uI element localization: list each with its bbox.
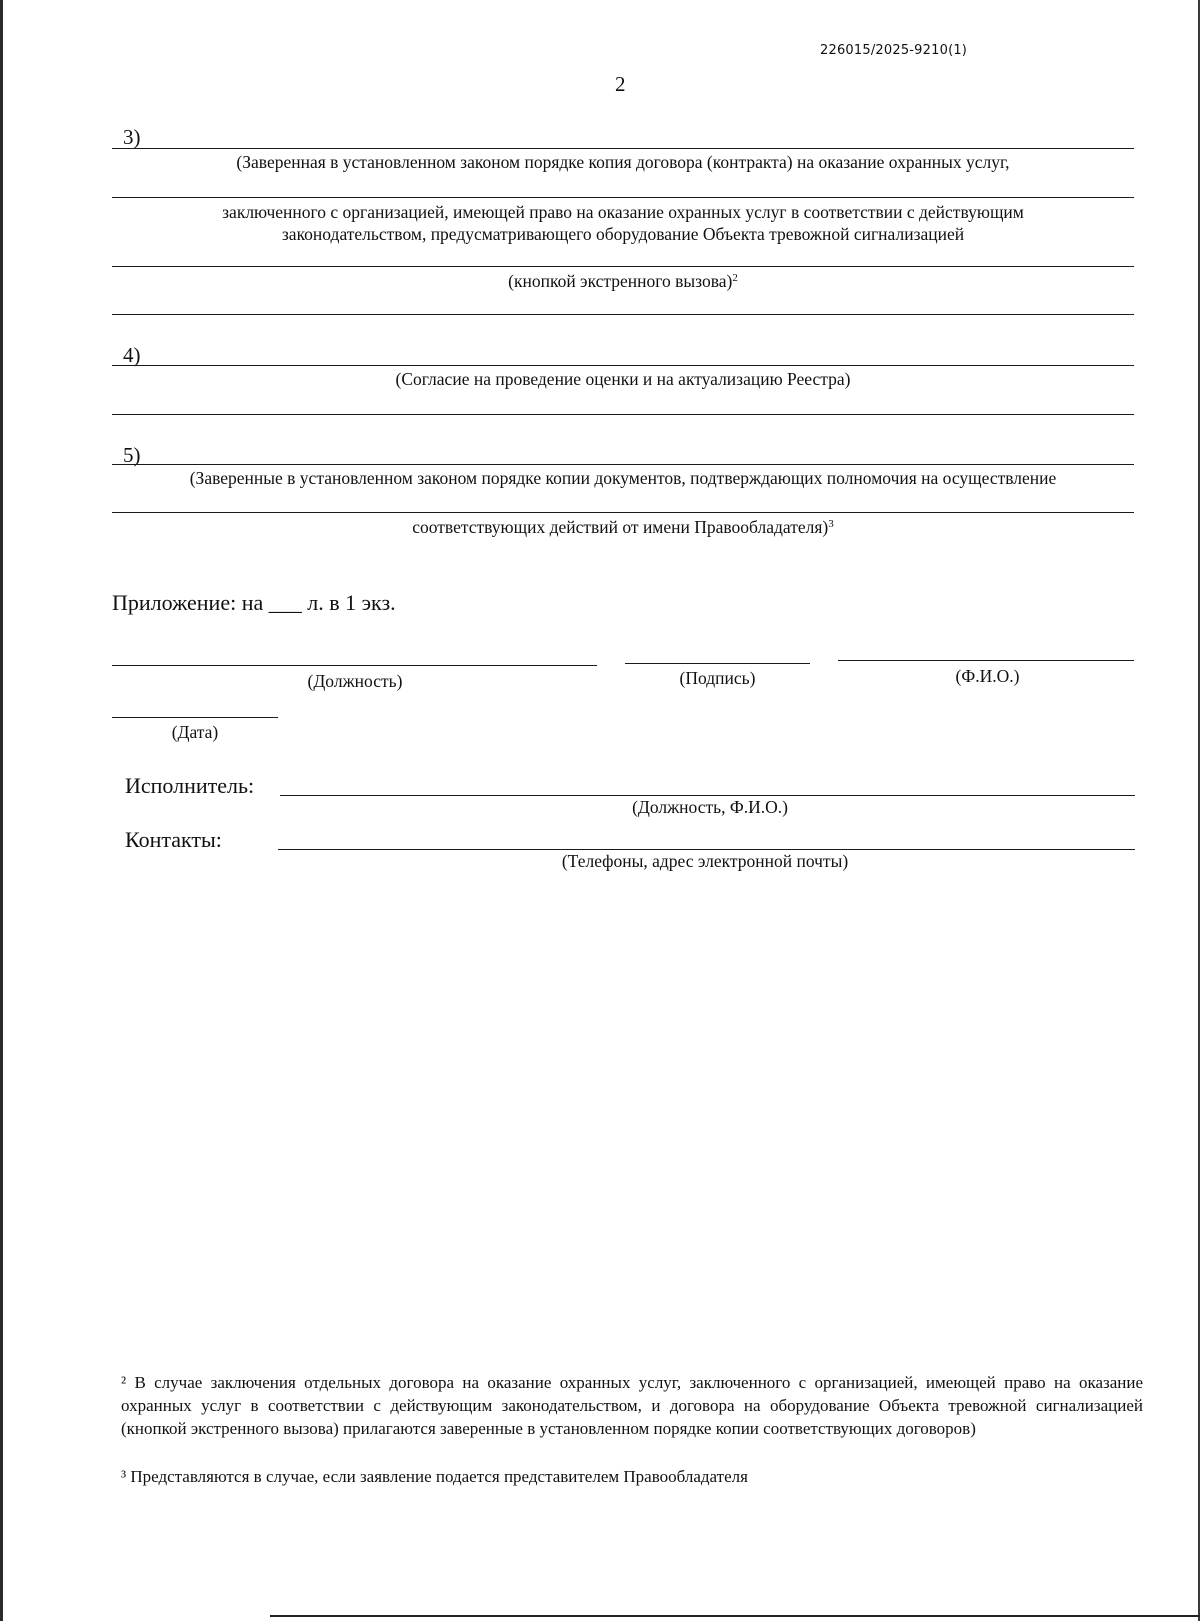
position-caption: (Должность) (307, 671, 403, 691)
item-3-line-4 (112, 314, 1134, 315)
footnote-2 (121, 1371, 1143, 1440)
footnote-ref-3: 3 (828, 518, 834, 530)
item-4-number: 4) (123, 343, 141, 367)
item-5-line-1 (112, 464, 1134, 465)
item-5-caption-2-text: соответствующих действий от имени Правообладателя) (412, 517, 829, 537)
executor-caption: (Должность, Ф.И.О.) (632, 797, 788, 817)
position-line (112, 665, 597, 666)
name-caption: (Ф.И.О.) (955, 666, 1020, 686)
contacts-line (278, 849, 1135, 850)
footnote-3 (121, 1465, 1143, 1488)
item-4-line-1 (112, 365, 1134, 366)
appendix-line (112, 590, 396, 616)
item-3-caption-1: (Заверенная в установленном законом порядке копия договора (контракта) на оказание охранных услуг, (236, 152, 1010, 172)
item-5-number: 5) (123, 443, 141, 467)
date-line (112, 717, 278, 718)
executor-label: Исполнитель: (125, 773, 255, 798)
footnote-3-mark: ³ (121, 1467, 127, 1486)
footnote-ref-2: 2 (732, 272, 738, 284)
item-3-caption-4 (112, 271, 1134, 292)
contacts-caption: (Телефоны, адрес электронной почты) (561, 851, 849, 871)
appendix-prefix: Приложение: на (112, 590, 264, 615)
item-5-caption-1: (Заверенные в установленном законом порядке копии документов, подтверждающих полномочия на осуществление (189, 468, 1057, 488)
appendix-sheets-blank: ___ (268, 590, 302, 615)
item-3-line-1 (112, 148, 1134, 149)
item-3-caption-3: законодательством, предусматривающего оборудование Объекта тревожной сигнализацией (281, 224, 965, 244)
signature-caption: (Подпись) (679, 668, 756, 688)
item-4-line-2 (112, 414, 1134, 415)
name-line (838, 660, 1134, 661)
page-number: 2 (615, 72, 626, 96)
item-3-line-2 (112, 197, 1134, 198)
item-3-caption-4-text: (кнопкой экстренного вызова) (508, 271, 733, 291)
item-4-caption-1: (Согласие на проведение оценки и на актуализацию Реестра) (395, 369, 851, 389)
scan-edge-bottom (270, 1615, 1200, 1617)
signature-line (625, 663, 810, 664)
item-5-caption-2 (112, 517, 1134, 538)
item-3-line-3 (112, 266, 1134, 267)
footnote-2-mark: ² (121, 1373, 127, 1392)
appendix-suffix: л. в 1 экз. (307, 590, 396, 615)
date-caption: (Дата) (171, 722, 219, 742)
footnote-3-text: Представляются в случае, если заявление подается представителем Правообладателя (130, 1467, 748, 1486)
item-5-line-2 (112, 512, 1134, 513)
item-3-number: 3) (123, 125, 141, 149)
executor-line (280, 795, 1135, 796)
item-3-caption-2: заключенного с организацией, имеющей право на оказание охранных услуг в соответствии с действующим (222, 202, 1024, 222)
contacts-label: Контакты: (125, 827, 222, 852)
document-number: 226015/2025-9210(1) (820, 43, 968, 58)
scan-edge-left (0, 0, 3, 1621)
footnote-2-text: В случае заключения отдельных договора на оказание охранных услуг, заключенного с организацией, имеющей право на оказание охранных услуг в соответствии с действующим законодательством, и договора на оборудование Объекта тревожной сигнализацией (кнопкой экстренного вызова) прилагаются заверенные в установленном порядке копии соответствующих договоров) (121, 1373, 1143, 1438)
